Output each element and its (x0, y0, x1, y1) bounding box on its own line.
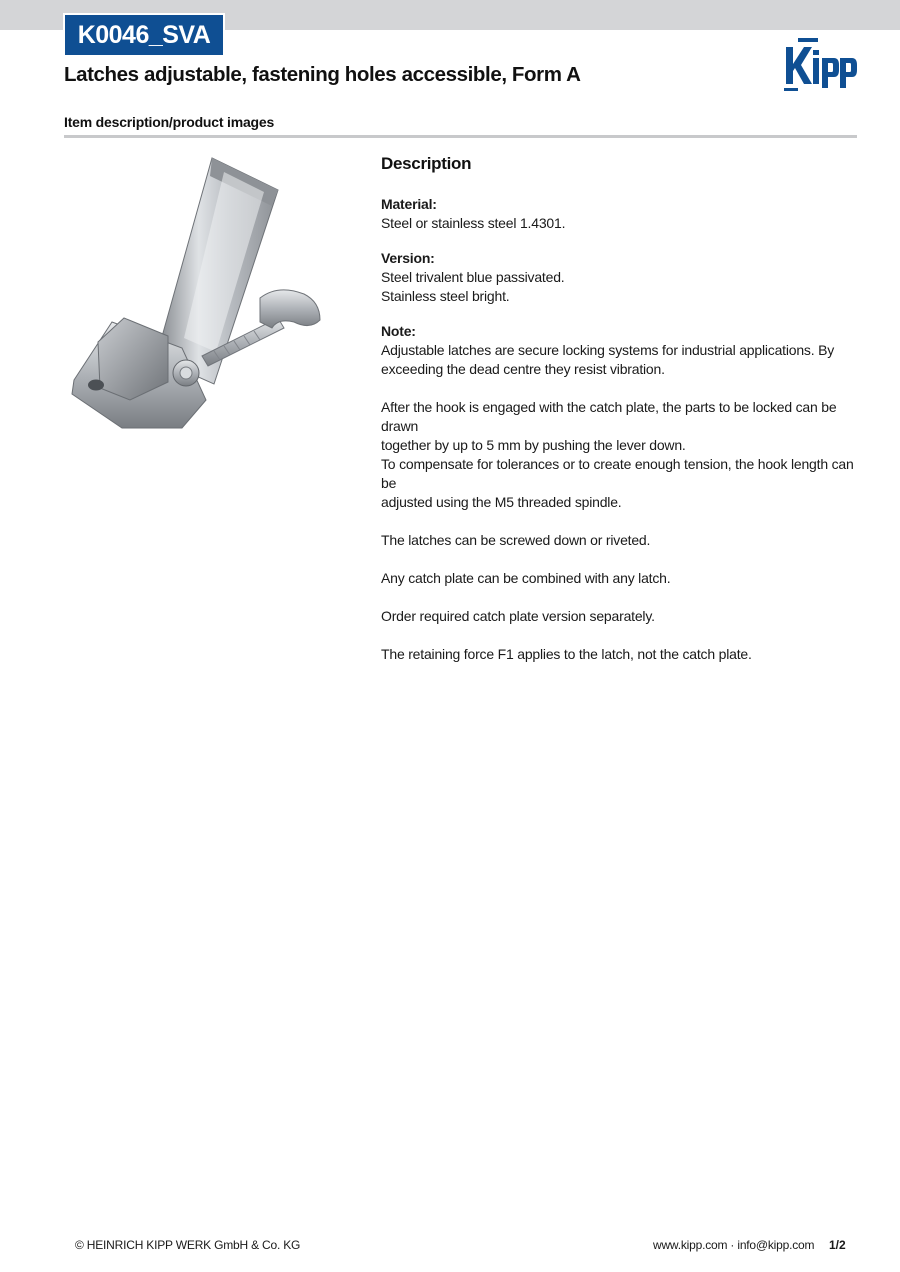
material-block (381, 195, 857, 233)
paragraph-line: Any catch plate can be combined with any latch. (381, 570, 671, 586)
kipp-logo (784, 38, 858, 92)
page-number: 1/2 (829, 1238, 846, 1252)
page-title: Latches adjustable, fastening holes accessible, Form A (64, 63, 581, 86)
version-block (381, 249, 857, 306)
adjustable-latch-photo-icon (64, 152, 322, 434)
paragraph-order (381, 607, 857, 626)
paragraph-line: adjusted using the M5 threaded spindle. (381, 494, 622, 510)
note-label: Note: (381, 323, 416, 339)
note-block (381, 322, 857, 379)
footer-copyright: © HEINRICH KIPP WERK GmbH & Co. KG (75, 1238, 301, 1252)
logo-text: Kipp (784, 38, 787, 39)
footer-contact[interactable]: www.kipp.com · info@kipp.com (653, 1238, 815, 1252)
paragraph-line: The retaining force F1 applies to the latch, not the catch plate. (381, 646, 752, 662)
paragraph-line: Order required catch plate version separately. (381, 608, 655, 624)
description-heading: Description (381, 154, 472, 173)
paragraph-combination (381, 569, 857, 588)
product-code: K0046_SVA (65, 15, 223, 55)
note-text: exceeding the dead centre they resist vibration. (381, 361, 665, 377)
paragraph-line: To compensate for tolerances or to create enough tension, the hook length can be (381, 456, 854, 491)
section-divider (64, 135, 857, 138)
paragraph-mounting (381, 531, 857, 550)
product-code-tab (63, 13, 225, 57)
paragraph-line: together by up to 5 mm by pushing the lever down. (381, 437, 686, 453)
version-label: Version: (381, 250, 435, 266)
paragraph-line: After the hook is engaged with the catch plate, the parts to be locked can be drawn (381, 399, 837, 434)
version-text: Steel trivalent blue passivated. (381, 269, 565, 285)
section-label: Item description/product images (64, 114, 275, 130)
note-text: Adjustable latches are secure locking systems for industrial applications. By (381, 342, 835, 358)
paragraph-line: The latches can be screwed down or riveted. (381, 532, 651, 548)
material-text: Steel or stainless steel 1.4301. (381, 215, 566, 231)
description-panel (381, 153, 857, 683)
paragraph-force (381, 645, 857, 664)
paragraph-hook (381, 398, 857, 512)
version-text: Stainless steel bright. (381, 288, 510, 304)
material-label: Material: (381, 196, 437, 212)
